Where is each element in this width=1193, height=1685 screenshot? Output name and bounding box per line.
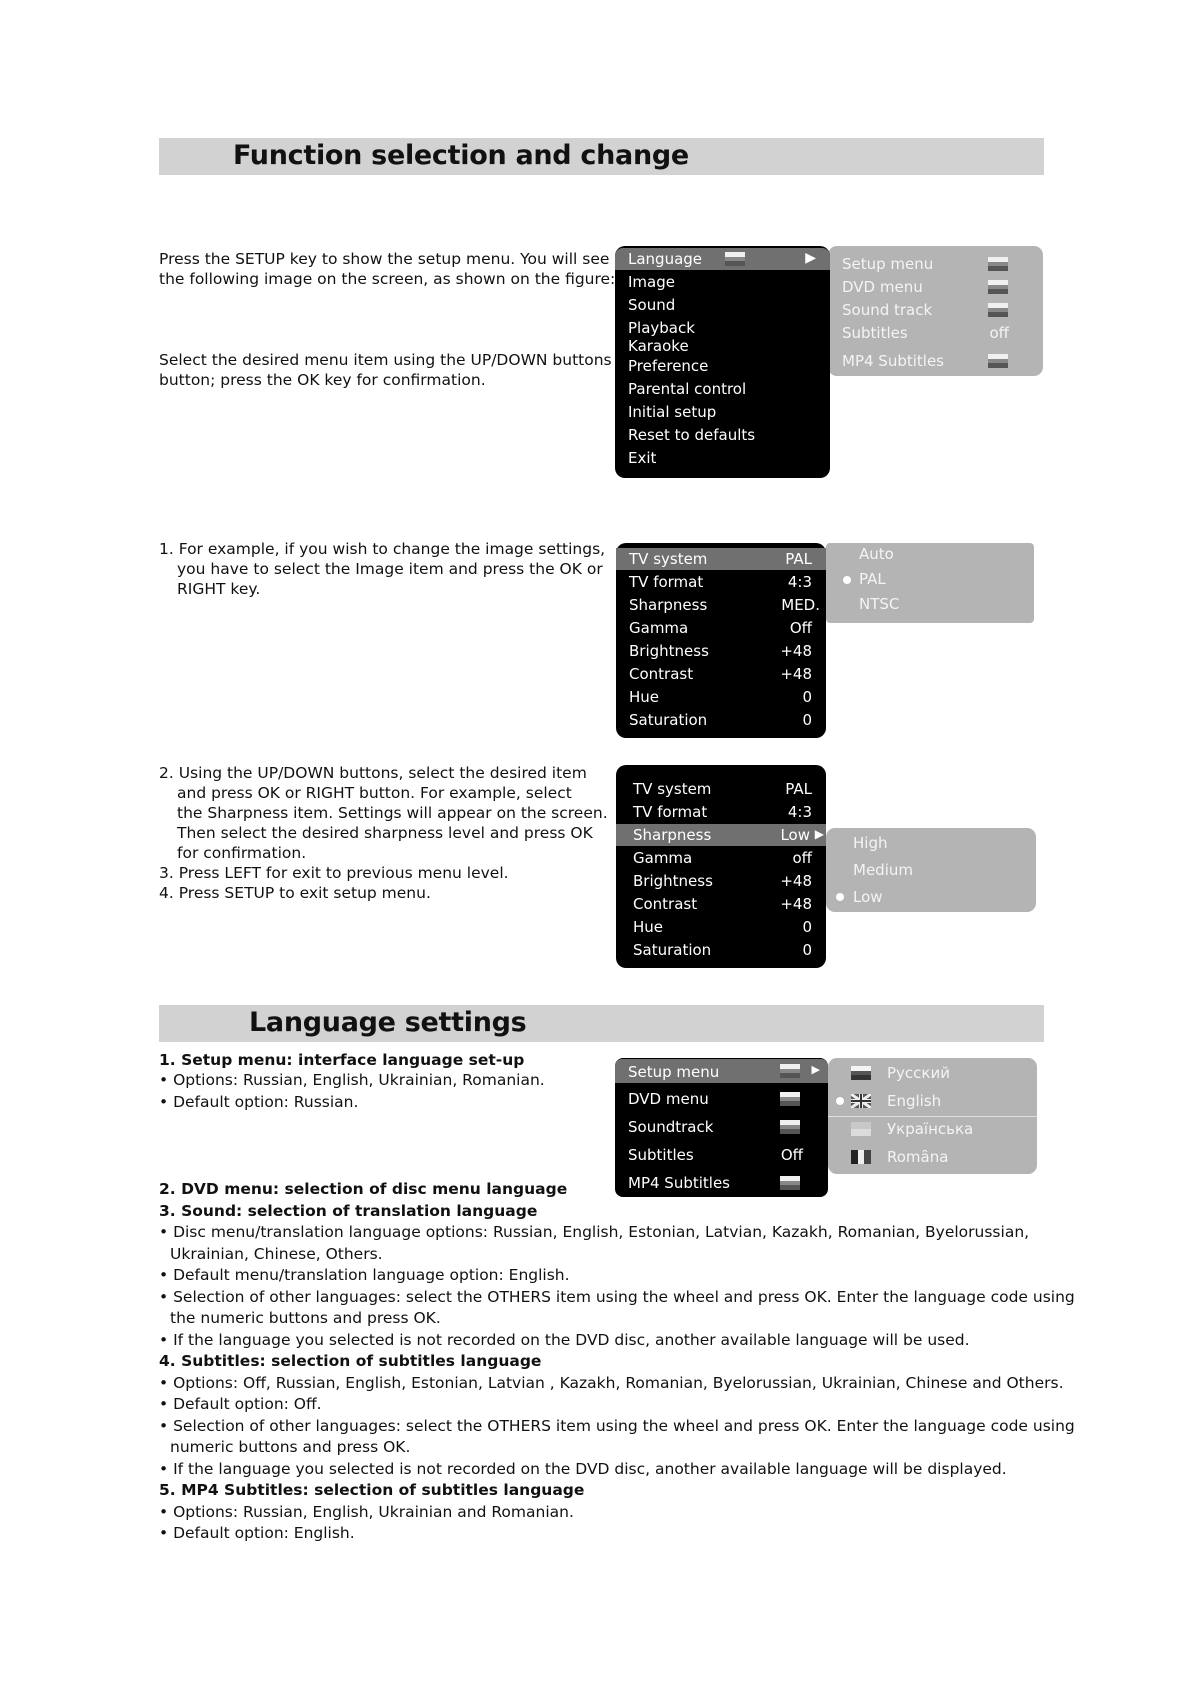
menu-item-tv-format[interactable] <box>616 801 826 823</box>
menu-item-saturation[interactable] <box>616 939 826 961</box>
text-line: 4. Press SETUP to exit setup menu. <box>159 884 431 902</box>
menu-label: Reset to defaults <box>628 426 756 444</box>
menu-label: TV system <box>629 550 708 568</box>
text-line: and press OK or RIGHT button. For example, select <box>177 784 572 802</box>
submenu-item[interactable] <box>828 322 1043 344</box>
text-line: • Options: Off, Russian, English, Estonian, Latvian , Kazakh, Romanian, Byelorussian, Ukrainian, Chinese and Others. <box>159 1373 1064 1392</box>
text-line: you have to select the Image item and press the OK or <box>177 560 603 578</box>
menu-item-hue[interactable] <box>616 686 826 708</box>
text-line: button; press the OK key for confirmation. <box>159 371 486 389</box>
selected-dot-icon <box>843 576 851 584</box>
menu-label: Soundtrack <box>628 1118 714 1136</box>
step-paragraph <box>159 539 605 599</box>
flag-icon <box>988 280 1008 294</box>
menu-label: Playback <box>628 319 695 337</box>
flag-icon <box>988 303 1008 317</box>
submenu-label: Setup menu <box>842 255 934 273</box>
menu-value: PAL <box>785 550 812 568</box>
menu-value: 0 <box>802 941 812 959</box>
menu-item-brightness[interactable] <box>616 640 826 662</box>
submenu-item[interactable] <box>828 1090 1037 1112</box>
menu-item-contrast[interactable] <box>616 893 826 915</box>
menu-value: PAL <box>785 780 812 798</box>
subsection-title: 3. Sound: selection of translation language <box>159 1201 538 1220</box>
submenu-value: off <box>989 324 1009 342</box>
selected-dot-icon <box>836 1097 844 1105</box>
language-submenu <box>828 246 1043 376</box>
menu-value: MED. <box>781 596 820 614</box>
text-line: 3. Press LEFT for exit to previous menu level. <box>159 864 509 882</box>
submenu-label: High <box>853 834 888 852</box>
menu-item-tv-format[interactable] <box>616 571 826 593</box>
menu-value: 4:3 <box>787 573 812 591</box>
menu-item-reset[interactable] <box>615 424 830 446</box>
menu-label: Brightness <box>629 642 709 660</box>
menu-label: Preference <box>628 357 709 375</box>
menu-item-saturation[interactable] <box>616 709 826 731</box>
text-line: • Default option: Off. <box>159 1395 322 1413</box>
menu-item-brightness[interactable] <box>616 870 826 892</box>
text-line: • Options: Russian, English, Ukrainian and Romanian. <box>159 1502 574 1521</box>
submenu-item[interactable] <box>828 299 1043 321</box>
menu-label: TV format <box>633 803 708 821</box>
submenu-label: Русский <box>887 1064 950 1082</box>
text-line: • Selection of other languages: select the OTHERS item using the wheel and press OK. Enter the language code using <box>159 1287 1075 1306</box>
subsection-title: 5. MP4 Subtitles: selection of subtitles language <box>159 1481 585 1499</box>
flag-icon <box>725 252 745 266</box>
submenu-label: PAL <box>859 570 886 588</box>
menu-label: MP4 Subtitles <box>628 1174 730 1192</box>
submenu-label: Українська <box>887 1120 974 1138</box>
menu-item-soundtrack[interactable] <box>615 1116 828 1138</box>
selected-dot-icon <box>836 893 844 901</box>
menu-label: DVD menu <box>628 1090 709 1108</box>
submenu-label: MP4 Subtitles <box>842 352 944 370</box>
menu-value: 0 <box>802 688 812 706</box>
text-line: Ukrainian, Chinese, Others. <box>170 1244 383 1263</box>
menu-value: 0 <box>802 918 812 936</box>
menu-label: Sharpness <box>629 596 708 614</box>
language-menu <box>615 1058 828 1197</box>
menu-item-dvd-menu[interactable] <box>615 1088 828 1110</box>
menu-label: Sharpness <box>633 826 712 844</box>
text-line: RIGHT key. <box>177 580 261 598</box>
ukraine-flag-icon <box>851 1122 871 1136</box>
menu-value: 0 <box>802 711 812 729</box>
menu-label: Saturation <box>629 711 708 729</box>
language-details-text <box>159 1179 1075 1545</box>
menu-item-language[interactable] <box>615 248 830 270</box>
text-line: numeric buttons and press OK. <box>170 1438 411 1456</box>
submenu-item[interactable] <box>828 1118 1037 1140</box>
text-line: the numeric buttons and press OK. <box>170 1309 441 1327</box>
section-header-language <box>159 1005 1044 1042</box>
flag-icon <box>988 257 1008 271</box>
menu-value: off <box>792 849 812 867</box>
menu-label: TV system <box>633 780 712 798</box>
russia-flag-icon <box>851 1066 871 1080</box>
text-line: • Options: Russian, English, Ukrainian, Romanian. <box>159 1071 545 1089</box>
language-setup-text <box>159 1050 545 1112</box>
menu-item-image[interactable] <box>615 271 830 293</box>
submenu-label: English <box>887 1092 942 1110</box>
divider <box>828 1116 1037 1117</box>
menu-item-karaoke[interactable] <box>615 335 830 357</box>
menu-item-gamma[interactable] <box>616 617 826 639</box>
menu-label: Brightness <box>633 872 713 890</box>
submenu-item[interactable] <box>826 859 1036 881</box>
flag-icon <box>780 1064 800 1078</box>
menu-value: Off <box>789 619 812 637</box>
text-line: • Default option: English. <box>159 1524 355 1542</box>
text-line: • If the language you selected is not recorded on the DVD disc, another available language will be displayed. <box>159 1459 1007 1478</box>
menu-label: Hue <box>629 688 660 706</box>
submenu-item[interactable] <box>826 593 1034 615</box>
interface-language-submenu <box>828 1058 1037 1174</box>
text-line: • Default option: Russian. <box>159 1093 359 1111</box>
text-line: the following image on the screen, as shown on the figure: <box>159 270 616 288</box>
intro-paragraph <box>159 249 615 289</box>
menu-label: Gamma <box>633 849 693 867</box>
submenu-item[interactable] <box>826 543 1034 565</box>
menu-label: Contrast <box>633 895 698 913</box>
romania-flag-icon <box>851 1150 871 1164</box>
menu-label: Gamma <box>629 619 689 637</box>
menu-value: +48 <box>780 642 812 660</box>
subsection-title: 2. DVD menu: selection of disc menu language <box>159 1180 568 1198</box>
text-line: for confirmation. <box>177 844 307 862</box>
submenu-item[interactable] <box>828 1146 1037 1168</box>
menu-item-tv-system[interactable] <box>616 778 826 800</box>
step-paragraph <box>159 763 608 903</box>
menu-item-initial[interactable] <box>615 401 830 423</box>
section-header-function <box>159 138 1044 175</box>
menu-value: Low <box>780 826 810 844</box>
subsection-title: 1. Setup menu: interface language set-up <box>159 1051 525 1069</box>
image-menu <box>616 543 826 738</box>
menu-value: +48 <box>780 872 812 890</box>
text-line: • Selection of other languages: select the OTHERS item using the wheel and press OK. Enter the language code using <box>159 1416 1075 1435</box>
submenu-label: Romȃna <box>887 1148 949 1166</box>
menu-item-sound[interactable] <box>615 294 830 316</box>
submenu-label: Sound track <box>842 301 933 319</box>
setup-menu <box>615 246 830 478</box>
text-line: • If the language you selected is not recorded on the DVD disc, another available language will be used. <box>159 1330 970 1349</box>
menu-item-exit[interactable] <box>615 447 830 469</box>
text-line: Select the desired menu item using the UP/DOWN buttons <box>159 351 612 369</box>
section-title: Language settings <box>249 1007 527 1038</box>
submenu-item[interactable] <box>828 1062 1037 1084</box>
menu-label: Contrast <box>629 665 694 683</box>
menu-item-setup-menu[interactable] <box>615 1059 828 1083</box>
submenu-item[interactable] <box>826 886 1036 908</box>
text-line: • Default menu/translation language option: English. <box>159 1266 570 1284</box>
menu-label: Karaoke <box>628 337 689 355</box>
image-menu-sharpness <box>616 765 826 968</box>
menu-item-preference[interactable] <box>615 355 830 377</box>
menu-value: Off <box>780 1146 803 1164</box>
submenu-item[interactable] <box>826 832 1036 854</box>
menu-label: Saturation <box>633 941 712 959</box>
arrow-right-icon: ▶ <box>814 827 824 841</box>
arrow-right-icon: ▶ <box>805 250 816 266</box>
menu-label: Setup menu <box>628 1063 720 1081</box>
text-line: Then select the desired sharpness level and press OK <box>177 824 593 842</box>
arrow-right-icon: ▶ <box>811 1063 820 1076</box>
submenu-label: Auto <box>859 545 894 563</box>
menu-label: Parental control <box>628 380 747 398</box>
menu-label: Image <box>628 273 675 291</box>
tv-system-submenu <box>826 543 1034 623</box>
menu-label: Subtitles <box>628 1146 694 1164</box>
menu-item-subtitles[interactable] <box>615 1144 828 1166</box>
sharpness-submenu <box>826 828 1036 912</box>
menu-item-contrast[interactable] <box>616 663 826 685</box>
submenu-label: NTSC <box>859 595 900 613</box>
menu-label: Initial setup <box>628 403 717 421</box>
subsection-title: 4. Subtitles: selection of subtitles language <box>159 1352 542 1370</box>
menu-item-tv-system[interactable] <box>616 548 826 570</box>
section-title: Function selection and change <box>233 140 689 171</box>
menu-item-sharpness[interactable] <box>616 594 826 616</box>
submenu-label: Subtitles <box>842 324 908 342</box>
menu-value: 4:3 <box>787 803 812 821</box>
flag-icon <box>780 1120 800 1134</box>
text-line: • Disc menu/translation language options: Russian, English, Estonian, Latvian, Kazakh, Romanian, Byelorussian, <box>159 1223 1030 1241</box>
submenu-label: DVD menu <box>842 278 923 296</box>
submenu-item[interactable] <box>828 253 1043 275</box>
uk-flag-icon <box>851 1094 871 1108</box>
menu-item-parental[interactable] <box>615 378 830 400</box>
flag-icon <box>988 354 1008 368</box>
flag-icon <box>780 1092 800 1106</box>
menu-item-hue[interactable] <box>616 916 826 938</box>
menu-label: Exit <box>628 449 657 467</box>
menu-label: TV format <box>629 573 704 591</box>
text-line: 1. For example, if you wish to change the image settings, <box>159 540 606 558</box>
text-line: 2. Using the UP/DOWN buttons, select the desired item <box>159 764 587 782</box>
menu-item-gamma[interactable] <box>616 847 826 869</box>
menu-label: Hue <box>633 918 664 936</box>
submenu-item[interactable] <box>826 568 1034 590</box>
submenu-item[interactable] <box>828 350 1043 372</box>
text-line: the Sharpness item. Settings will appear on the screen. <box>177 804 608 822</box>
menu-label: Sound <box>628 296 676 314</box>
menu-item-sharpness[interactable] <box>616 824 826 846</box>
menu-label: Language <box>628 250 703 268</box>
intro-paragraph <box>159 350 612 390</box>
menu-value: +48 <box>780 895 812 913</box>
submenu-item[interactable] <box>828 276 1043 298</box>
submenu-label: Low <box>853 888 883 906</box>
menu-value: +48 <box>780 665 812 683</box>
text-line: Press the SETUP key to show the setup menu. You will see <box>159 250 610 268</box>
submenu-label: Medium <box>853 861 913 879</box>
